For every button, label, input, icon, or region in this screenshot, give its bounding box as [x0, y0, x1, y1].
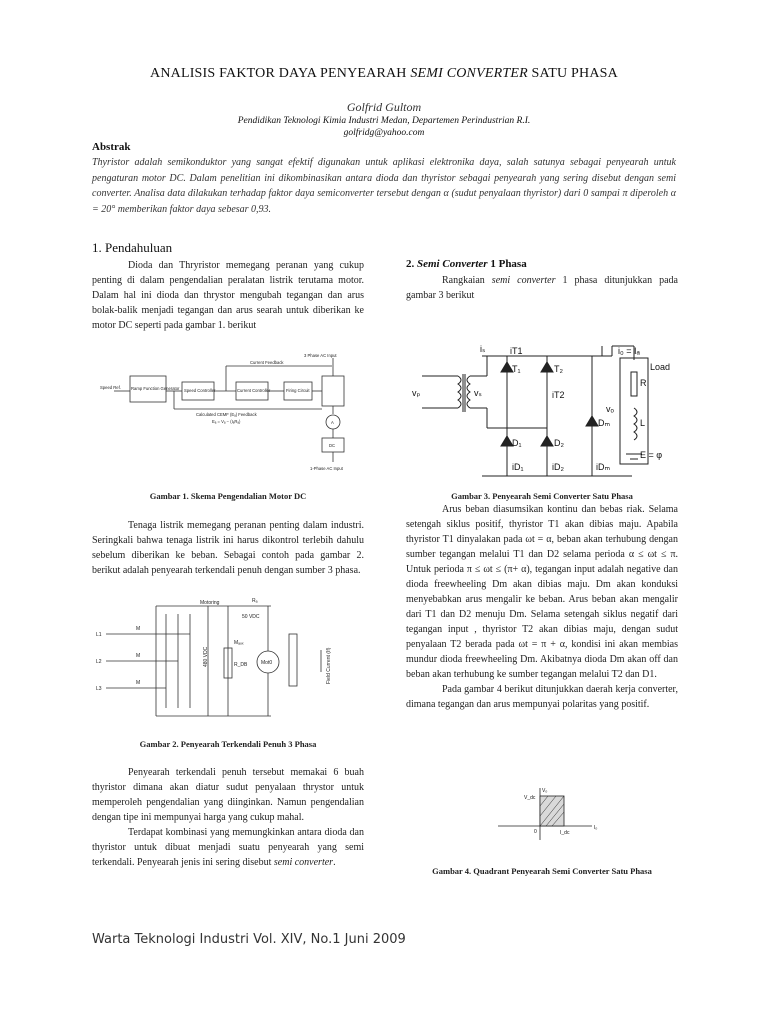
fig1-amp-label: A	[331, 420, 334, 425]
figure-2-diagram	[96, 596, 332, 726]
fig3-d2-label: D₂	[554, 438, 564, 448]
fig3-resistor-r	[631, 372, 637, 396]
fig3-vs-label: vₛ	[474, 388, 482, 398]
fig1-firing-label: Firing Circuit	[286, 388, 310, 393]
fig1-ac-input-label: 3 Phase AC Input	[304, 353, 337, 358]
figure-1-caption: Gambar 1. Skema Pengendalian Motor DC	[149, 491, 307, 501]
fig3-d2-symbol	[541, 436, 553, 446]
abstract-heading: Abstrak	[92, 141, 131, 153]
fig3-dm-label: Dₘ	[598, 418, 611, 428]
fig2-motor-label: Mot0	[261, 660, 273, 666]
fig2-vbus-label: 480 VDC	[203, 646, 209, 667]
section-1-para-1-block	[92, 258, 364, 333]
fig3-id1-label: iD₁	[512, 462, 524, 472]
fig4-vo-label: Vₒ	[542, 788, 548, 794]
section-1-para-4: Terdapat kombinasi yang memungkinkan antara dioda dan thyristor untuk dibuat menjadi suatu penyearah yang semi terkendali. Penyearah jenis ini sering disebut semi converter.	[92, 827, 364, 868]
fig1-current-fb-label: Current Feedback	[250, 360, 284, 365]
fig2-m3-label: M	[136, 680, 141, 686]
author-email: golfridg@yahoo.com	[343, 128, 425, 138]
fig1-speed-ref-label: Speed Ref.	[100, 385, 121, 390]
section-2-intro: Rangkaian semi converter 1 phasa ditunjukkan pada gambar 3 berikut	[406, 275, 678, 301]
figure-2-caption: Gambar 2. Penyearah Terkendali Penuh 3 Phasa	[139, 739, 317, 749]
fig1-formula-label: Eₐ = Vₐ − (IₐRₐ)	[212, 419, 241, 424]
figure-4-diagram	[496, 786, 606, 842]
fig3-idm-label: iDₘ	[596, 462, 611, 472]
section-1-para-1: Dioda dan Thryristor memegang peranan yang cukup penting di dalam pengendalian peralatan listrik terutama motor. Dalam hal ini dioda dan thrystor mengubah tegangan dan arus bolak-balik menjadi tegangan dan arus searah untuk diberikan ke motor DC seperti pada gambar 1. berikut	[92, 260, 364, 331]
section-1-para-2-block	[92, 518, 364, 578]
fig3-dm-symbol	[586, 416, 598, 426]
fig3-i0-label: i₀ = Iₐ	[618, 346, 640, 356]
section-2-para-2: Pada gambar 4 berikut ditunjukkan daerah kerja converter, dimana tegangan dan arus mempunyai polaritas yang positif.	[406, 684, 678, 710]
figure-3-caption: Gambar 3. Penyearah Semi Converter Satu Phasa	[451, 491, 633, 501]
paper-title: ANALISIS FAKTOR DAYA PENYEARAH SEMI CONVERTER SATU PHASA	[150, 66, 618, 81]
fig3-vp-label: vₚ	[412, 388, 421, 398]
fig3-id2-label: iD₂	[552, 462, 564, 472]
figure-1-diagram	[100, 352, 360, 478]
fig2-vdc-label: 50 VDC	[242, 614, 260, 620]
fig3-transformer-secondary	[467, 376, 470, 408]
fig3-l-label: L	[640, 418, 646, 428]
fig1-dc-label: DC	[329, 443, 336, 448]
fig2-l3-label: L3	[96, 686, 102, 692]
fig2-l1-label: L1	[96, 632, 102, 638]
fig3-it1-label: iT1	[510, 346, 523, 356]
fig2-l2-label: L2	[96, 659, 102, 665]
section-1-para-2: Tenaga listrik memegang peranan penting dalam industri. Seringkali bahwa tenaga listrik ini harus dikontrol terlebih dahulu sebelum diberikan ke beban. Sebagai contoh pada gambar 2. berikut adalah penyearah terkendali penuh dengan sumber 3 phasa.	[92, 520, 364, 576]
fig4-io-label: Iₒ	[594, 825, 598, 831]
fig2-ra-label: Rₐ	[252, 598, 258, 604]
fig1-speed-label: Speed Controller	[184, 388, 216, 393]
fig1-thyristor-block	[322, 376, 344, 406]
author-affiliation: Pendidikan Teknologi Kimia Industri Medan, Departemen Perindustrian R.I.	[237, 116, 531, 126]
fig3-it2-label: iT2	[552, 390, 565, 400]
fig3-load-label: Load	[650, 362, 671, 372]
journal-footer: Warta Teknologi Industri Vol. XIV, No.1 Juni 2009	[92, 932, 406, 947]
abstract-text: Thyristor adalah semikonduktor yang sangat efektif digunakan untuk aplikasi elektronika daya, salah satunya sebagai penyearah untuk pengaturan motor DC. Dalam penelitian ini dikombinasikan antara dioda dan thyristor sebagai penyearah yang sering disebut dengan semi converter. Analisa data dilakukan terhadap faktor daya semiconverter tersebut dengan α (sudut penyalaan thyristor) dari 0 sampai π diperoleh α = 20° memberikan faktor daya sebesar 0,93.	[92, 157, 676, 215]
fig2-m2-label: M	[136, 653, 141, 659]
fig4-idc-label: I_dc	[560, 830, 570, 836]
fig2-rdb-label: R_DB	[234, 662, 248, 668]
fig3-e-label: E = φ	[640, 450, 663, 460]
section-1-para-3: Penyearah terkendali penuh tersebut memakai 6 buah thyristor dimana akan diatur sudut penyalaan thrystor untuk memperoleh pengendalian yang diinginkan. Namun pengendalian dengan tipe ini mempunyai harga yang cukup mahal.	[92, 767, 364, 823]
fig1-cemf-label: Calculated CEMF (Eₐ) Feedback	[196, 412, 257, 417]
fig3-r-label: R	[640, 378, 647, 388]
fig1-ramp-label: Ramp Function Generator	[131, 386, 180, 391]
figure-3-diagram	[412, 338, 674, 488]
fig2-m1-label: M	[136, 626, 141, 632]
fig3-transformer-primary	[458, 376, 461, 408]
author-name: Golfrid Gultom	[346, 100, 422, 114]
section-2-heading: 2. Semi Converter 1 Phasa	[406, 258, 527, 270]
fig3-t1-label: T₁	[512, 364, 521, 374]
section-1-heading: 1. Pendahuluan	[92, 240, 173, 255]
section-2-para-1: Arus beban diasumsikan kontinu dan bebas riak. Selama setengah siklus positif, thyristor T1 akan dibias maju. Apabila thyristor T1 dinyalakan pada ωt = α, beban akan terhubung dengan sumber tegangan melalui T1 dan D2 selama perioda α ≤ ωt ≤ π. Untuk perioda π ≤ ωt ≤ (π+ α), tegangan input adalah negative dan dioda freewheeling Dm akan dibias maju. Dm akan konduksi menyebabkan arus mengalir ke beban. Arus beban akan mengalir dari T1 dan D2 menuju Dm. Selama setengah siklus negatif dari tegangan input , thyristor T2 akan dibias maju, dengan sudut penyalaan T2 berada pada ωt = π + α, kondisi ini akan membias mundur dioda freewheeling Dm. Akibatnya dioda Dm akan off dan beban akan terhubung ke sumber tegangan melalui T2 dan D1.	[406, 504, 678, 680]
fig2-field-winding	[289, 634, 297, 686]
section-2-body-block	[406, 502, 678, 712]
fig4-zero-label: 0	[534, 829, 537, 835]
section-1-para-3-4-block	[92, 765, 364, 870]
fig2-maux-label: Mₐᵤₓ	[234, 640, 244, 646]
fig3-load-box	[620, 358, 648, 464]
fig3-t2-symbol	[541, 362, 553, 372]
fig1-current-label: Current Controller	[237, 388, 271, 393]
fig4-vdc-label: V_dc	[524, 795, 536, 801]
fig3-is-label: iₛ	[480, 344, 486, 354]
fig3-vo-label: vₒ	[606, 404, 614, 414]
fig3-d1-label: D₁	[512, 438, 522, 448]
fig3-t2-label: T₂	[554, 364, 563, 374]
fig2-motoring-label: Motoring	[200, 600, 220, 606]
fig2-field-label: Field Current (If)	[326, 647, 332, 684]
section-2-intro-block	[406, 273, 678, 303]
fig1-phase1-label: 1-Phase AC Input	[310, 466, 343, 471]
fig3-inductor-l	[634, 408, 637, 440]
figure-4-caption: Gambar 4. Quadrant Penyearah Semi Converter Satu Phasa	[432, 866, 652, 876]
